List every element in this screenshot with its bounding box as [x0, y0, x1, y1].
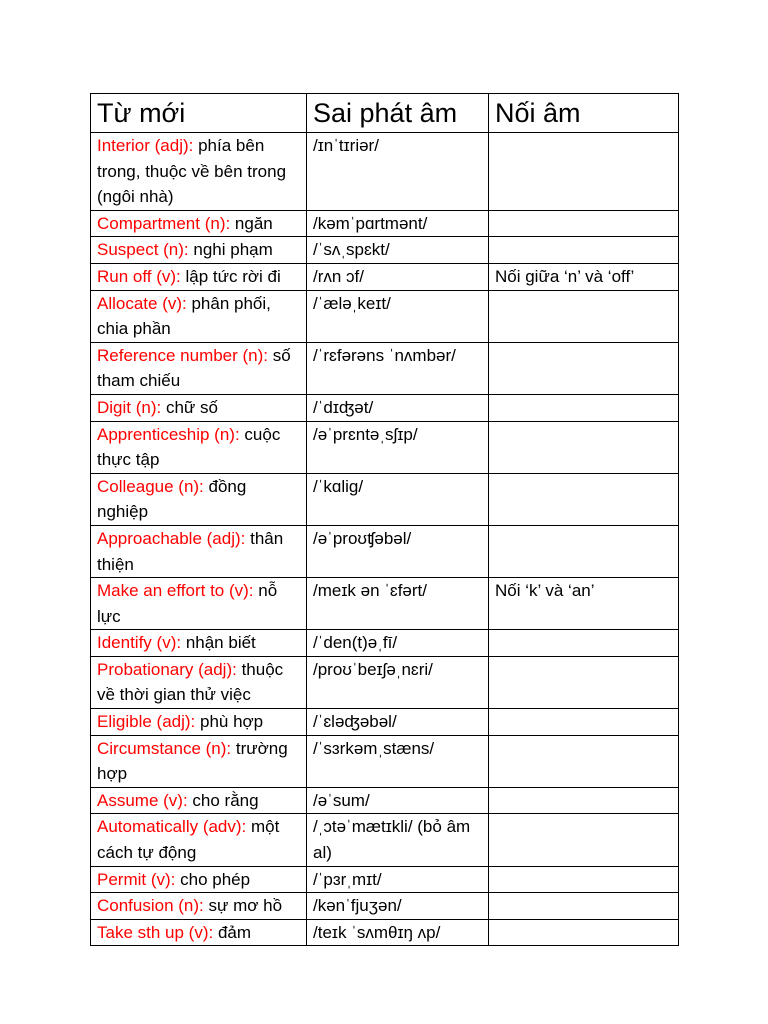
- table-row: [91, 709, 679, 736]
- word-cell: [91, 709, 307, 736]
- word-term: Permit (v):: [97, 869, 176, 889]
- linking-cell: [489, 656, 679, 708]
- ipa-cell: /kənˈfjuʒən/: [307, 893, 489, 920]
- ipa-cell: /teɪk ˈsʌmθɪŋ ʌp/: [307, 919, 489, 946]
- word-cell: [91, 656, 307, 708]
- word-term: Take sth up (v):: [97, 922, 214, 942]
- ipa-cell: /əˈsum/: [307, 787, 489, 814]
- word-term: Make an effort to (v):: [97, 581, 254, 601]
- table-row: [91, 578, 679, 630]
- ipa-cell: /ˈden(t)əˌfī/: [307, 630, 489, 657]
- word-meaning: nhận biết: [181, 633, 256, 653]
- ipa-cell: /ˈæləˌkeɪt/: [307, 290, 489, 342]
- ipa-cell: /meɪk ən ˈɛfərt/: [307, 578, 489, 630]
- word-meaning: thuộc về thời gian thử việc: [97, 659, 284, 705]
- word-term: Eligible (adj):: [97, 712, 196, 732]
- table-header-row: [91, 94, 679, 133]
- word-term: Confusion (n):: [97, 896, 204, 916]
- ipa-cell: /ˈkɑlig/: [307, 473, 489, 525]
- word-cell: [91, 630, 307, 657]
- table-row: [91, 735, 679, 787]
- word-meaning: lập tức rời đi: [180, 266, 281, 286]
- table-row: [91, 263, 679, 290]
- word-cell: [91, 210, 307, 237]
- word-cell: [91, 787, 307, 814]
- word-meaning: số tham chiếu: [97, 345, 291, 391]
- word-meaning: cuộc thực tập: [97, 424, 281, 470]
- linking-cell: [489, 893, 679, 920]
- table-row: [91, 919, 679, 946]
- linking-cell: [489, 421, 679, 473]
- word-meaning: đồng nghiệp: [97, 476, 247, 522]
- word-cell: [91, 237, 307, 264]
- word-term: Apprenticeship (n):: [97, 424, 240, 444]
- table-row: [91, 133, 679, 211]
- table-row: [91, 394, 679, 421]
- word-term: Digit (n):: [97, 397, 162, 417]
- linking-cell: [489, 709, 679, 736]
- word-meaning: phân phối, chia phần: [97, 293, 271, 339]
- word-cell: [91, 290, 307, 342]
- word-cell: [91, 578, 307, 630]
- word-meaning: nghi phạm: [188, 240, 273, 260]
- table-row: [91, 814, 679, 866]
- word-cell: [91, 919, 307, 946]
- ipa-cell: /proʊˈbeɪʃəˌnɛri/: [307, 656, 489, 708]
- linking-cell: Nối giữa ‘n’ và ‘off’: [489, 263, 679, 290]
- header-new-word: Từ mới: [91, 94, 307, 133]
- linking-cell: [489, 866, 679, 893]
- word-cell: [91, 866, 307, 893]
- word-term: Allocate (v):: [97, 293, 187, 313]
- word-meaning: đảm: [213, 922, 252, 942]
- table-row: [91, 893, 679, 920]
- word-meaning: sự mơ hồ: [203, 896, 283, 916]
- ipa-cell: /kəmˈpɑrtmənt/: [307, 210, 489, 237]
- linking-cell: [489, 237, 679, 264]
- word-term: Probationary (adj):: [97, 659, 237, 679]
- ipa-cell: /əˈproʊʧəbəl/: [307, 525, 489, 577]
- word-cell: [91, 473, 307, 525]
- table-row: [91, 787, 679, 814]
- ipa-cell: /ˈdɪʤət/: [307, 394, 489, 421]
- table-row: [91, 210, 679, 237]
- word-term: Identify (v):: [97, 633, 182, 653]
- word-term: Colleague (n):: [97, 476, 204, 496]
- linking-cell: [489, 394, 679, 421]
- table-row: [91, 290, 679, 342]
- word-meaning: phù hợp: [195, 712, 264, 732]
- ipa-cell: /ˈsɜrkəmˌstæns/: [307, 735, 489, 787]
- word-meaning: trường hợp: [97, 738, 288, 784]
- table-row: [91, 473, 679, 525]
- linking-cell: [489, 735, 679, 787]
- table-row: [91, 656, 679, 708]
- word-cell: [91, 893, 307, 920]
- linking-cell: [489, 919, 679, 946]
- word-cell: [91, 525, 307, 577]
- ipa-cell: /rʌn ɔf/: [307, 263, 489, 290]
- header-linking-sound: Nối âm: [489, 94, 679, 133]
- linking-cell: [489, 290, 679, 342]
- header-mispronunciation: Sai phát âm: [307, 94, 489, 133]
- word-meaning: cho phép: [175, 869, 251, 889]
- word-term: Circumstance (n):: [97, 738, 232, 758]
- linking-cell: [489, 630, 679, 657]
- word-meaning: nỗ lực: [97, 581, 278, 626]
- word-cell: [91, 814, 307, 866]
- word-cell: [91, 735, 307, 787]
- word-cell: [91, 342, 307, 394]
- table-row: [91, 525, 679, 577]
- word-term: Assume (v):: [97, 790, 188, 810]
- ipa-cell: /ˌɔtəˈmætɪkli/ (bỏ âm al): [307, 814, 489, 866]
- word-meaning: chữ số: [161, 397, 218, 417]
- word-meaning: ngăn: [230, 213, 273, 233]
- word-cell: [91, 394, 307, 421]
- linking-cell: [489, 814, 679, 866]
- word-meaning: một cách tự động: [97, 817, 280, 863]
- linking-cell: [489, 525, 679, 577]
- ipa-cell: /ˈrɛfərəns ˈnʌmbər/: [307, 342, 489, 394]
- vocabulary-table: [90, 93, 679, 946]
- word-term: Interior (adj):: [97, 136, 194, 155]
- table-row: [91, 866, 679, 893]
- word-cell: [91, 133, 307, 211]
- linking-cell: [489, 210, 679, 237]
- word-term: Automatically (adv):: [97, 817, 247, 837]
- linking-cell: [489, 342, 679, 394]
- word-cell: [91, 421, 307, 473]
- linking-cell: [489, 473, 679, 525]
- table-body: [91, 133, 679, 946]
- word-meaning: phía bên trong, thuộc về bên trong (ngôi nhà): [97, 136, 287, 207]
- ipa-cell: /ɪnˈtɪriər/: [307, 133, 489, 211]
- linking-cell: [489, 787, 679, 814]
- table-row: [91, 421, 679, 473]
- word-meaning: thân thiện: [97, 528, 284, 574]
- table-row: [91, 630, 679, 657]
- word-term: Suspect (n):: [97, 240, 189, 260]
- ipa-cell: /ˈsʌˌspɛkt/: [307, 237, 489, 264]
- word-term: Compartment (n):: [97, 213, 231, 233]
- word-term: Run off (v):: [97, 266, 181, 286]
- ipa-cell: /ˈɛləʤəbəl/: [307, 709, 489, 736]
- table-row: [91, 237, 679, 264]
- word-meaning: cho rằng: [187, 790, 259, 810]
- word-term: Reference number (n):: [97, 345, 269, 365]
- ipa-cell: /ˈpɜrˌmɪt/: [307, 866, 489, 893]
- word-term: Approachable (adj):: [97, 528, 246, 548]
- word-cell: [91, 263, 307, 290]
- table-row: [91, 342, 679, 394]
- ipa-cell: /əˈprɛntəˌsʃɪp/: [307, 421, 489, 473]
- linking-cell: [489, 133, 679, 211]
- linking-cell: Nối ‘k’ và ‘an’: [489, 578, 679, 630]
